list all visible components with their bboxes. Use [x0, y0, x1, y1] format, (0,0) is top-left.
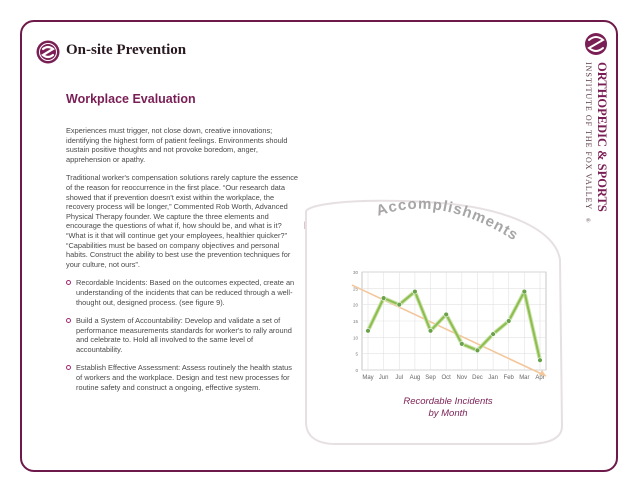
data-point [522, 289, 527, 294]
data-point [428, 328, 433, 333]
bullet-item [66, 316, 298, 354]
page-title: On-site Prevention [66, 42, 187, 58]
bullet-text: Build a System of Accountability: Develop and validate a set of performance measurements standards for worker's to rally around and celebrate to. Hold all involved to the same level of accountability. [76, 316, 292, 354]
accomplishments-arc-text: Accomplishments [374, 195, 522, 245]
x-tick-label: Jul [395, 375, 404, 381]
data-point [475, 348, 480, 353]
chart-caption [388, 396, 508, 420]
bullet-icon [66, 280, 71, 285]
paragraph: Traditional worker's compensation solutions rarely capture the essence of the reason for reoccurrence in the first place. “Our research data showed that if prevention doesn't exist within the workplace, the recovery process will be longer,” Commented Rob Worth, Advanced Physical Therapy founder. We capture the three elements and encourage the questions of what if, how should be, and what is it? “What is it that will continue get your employees, healthier quicker?” “Capabilities must be based on company objectives and personal habits. Construct the ability to best use the prevention techniques for your culture, not ours”. [66, 173, 299, 269]
line-chart [352, 270, 546, 381]
data-point [444, 312, 449, 317]
data-point [538, 358, 543, 363]
x-tick-label: Mar [519, 375, 530, 381]
caption-line: Recordable Incidents [403, 396, 493, 407]
y-tick-label: 5 [355, 351, 358, 357]
x-tick-label: Aug [409, 375, 421, 381]
y-tick-label: 0 [355, 368, 358, 373]
data-point [459, 341, 464, 346]
data-point [413, 289, 418, 294]
logo-subtitle: INSTITUTE OF THE FOX VALLEY [584, 62, 593, 211]
y-tick-label: 10 [352, 335, 358, 341]
logo-registered-mark: ® [584, 218, 590, 223]
medical-cross-icon [36, 40, 60, 64]
bullet-item [66, 278, 298, 307]
y-tick-label: 30 [352, 270, 358, 275]
body-text [66, 126, 298, 401]
data-point [381, 296, 386, 301]
x-tick-label: Feb [503, 375, 514, 381]
caption-line: by Month [428, 408, 468, 419]
logo-name: ORTHOPEDIC & SPORTS [595, 62, 609, 212]
x-tick-label: Apr [535, 375, 545, 381]
bullet-text: Recordable Incidents: Based on the outcomes expected, create an understanding of the incidents that can be reduced through a well-thought out, designed process. (see figure 9). [76, 278, 295, 307]
x-tick-label: May [362, 375, 374, 381]
y-tick-label: 15 [352, 319, 358, 324]
data-point [397, 302, 402, 307]
x-tick-label: Dec [472, 375, 483, 381]
section-title: Workplace Evaluation [66, 92, 196, 106]
data-point [491, 332, 496, 337]
bullet-text: Establish Effective Assessment: Assess routinely the health status of workers and the workplace. Design and test new processes for routine safety and construct a ongoing, effective system. [76, 363, 292, 392]
paragraph: Experiences must trigger, not close down, creative innovations; identifying the highest form of patient feelings. Environments should sustain positive thoughts and not provoke boredom, anger, apprehension or apathy. [66, 126, 288, 164]
x-tick-label: Jan [488, 375, 498, 381]
data-point [366, 328, 371, 333]
x-tick-label: Sep [425, 375, 436, 381]
x-tick-label: Oct [441, 375, 451, 381]
x-tick-label: Nov [456, 375, 468, 381]
bullet-icon [66, 318, 71, 323]
y-tick-label: 25 [352, 286, 358, 292]
bullet-item [66, 363, 298, 392]
x-tick-label: Jun [378, 375, 389, 381]
bullet-icon [66, 365, 71, 370]
data-point [506, 319, 511, 324]
y-tick-label: 20 [352, 302, 358, 308]
